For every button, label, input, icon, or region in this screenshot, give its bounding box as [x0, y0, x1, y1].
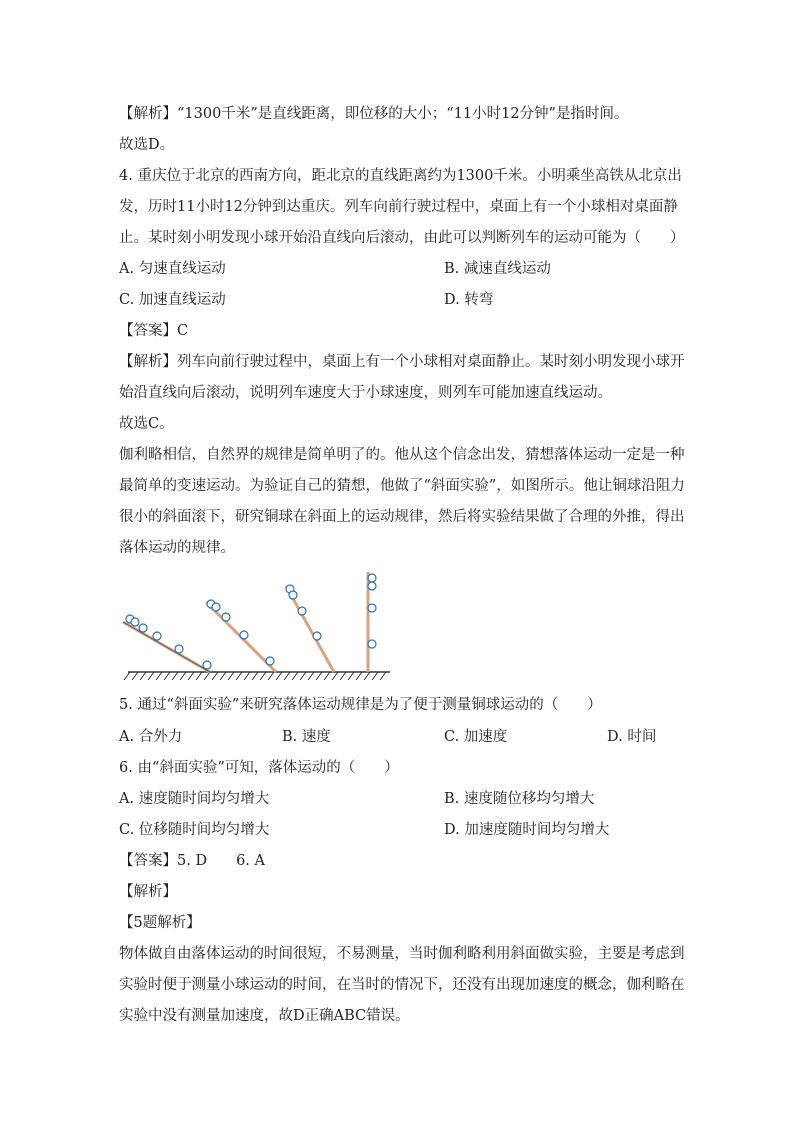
ball	[368, 604, 376, 612]
analysis-heading: 【解析】	[119, 884, 177, 900]
ramp-4	[368, 572, 376, 672]
analysis-line-q3	[119, 104, 628, 124]
q5-option-b: B. 速度	[282, 729, 331, 745]
inclined-plane-figure	[118, 568, 398, 684]
q6-option-d: D. 加速度随时间均匀增大	[444, 822, 610, 838]
ball	[175, 645, 183, 653]
q6-stem: 6. 由“斜面实验”可知，落体运动的（ ）	[119, 760, 399, 776]
ball	[139, 624, 147, 632]
q4-analysis-line2: 始沿直线向后滚动，说明列车速度大于小球速度，则列车可能加速直线运动。	[119, 385, 612, 401]
answer-tag: 【答案】	[119, 323, 177, 339]
q5-analysis-line1: 物体做自由落体运动的时间很短，不易测量，当时伽利略利用斜面做实验，主要是考虑到	[119, 946, 685, 962]
q4-choose-line: 故选C。	[119, 416, 174, 432]
q4-option-b: B. 减速直线运动	[444, 261, 551, 277]
ball	[131, 618, 139, 626]
q4-stem-line3: 止。某时刻小明发现小球开始沿直线向后滚动，由此可以判断列车的运动可能为（ ）	[119, 230, 685, 246]
q5-analysis-heading: 【5题解析】	[119, 915, 201, 931]
q5-stem: 5. 通过“斜面实验”来研究落体运动规律是为了便于测量铜球运动的（ ）	[119, 697, 602, 713]
q4-analysis-line1	[119, 352, 685, 372]
ramp-2	[206, 600, 276, 672]
ball	[203, 661, 211, 669]
ball	[222, 613, 230, 621]
ball	[153, 632, 161, 640]
q5-analysis-line2: 实验时便于测量小球运动的时间，在当时的情况下，还没有出现加速度的概念，伽利略在	[119, 977, 685, 993]
ground	[124, 672, 390, 680]
q6-option-c: C. 位移随时间均匀增大	[119, 822, 270, 838]
q4-option-d: D. 转弯	[444, 292, 494, 308]
q4-stem-line1: 4. 重庆位于北京的西南方向，距北京的直线距离约为1300千米。小明乘坐高铁从北京出	[119, 168, 682, 184]
answers-56: 5. D 6. A	[177, 853, 265, 869]
ball	[212, 603, 220, 611]
choose-line-q3: 故选D。	[119, 137, 175, 153]
q5-analysis-line3: 实验中没有测量加速度，故D正确ABC错误。	[119, 1008, 410, 1024]
passage-line2: 最简单的变速运动。为验证自己的猜想，他做了“斜面实验”，如图所示。他让铜球沿阻力	[119, 478, 685, 494]
q4-answer: C	[177, 323, 189, 339]
analysis-text: “1300千米”是直线距离，即位移的大小；“11小时12分钟”是指时间。	[177, 106, 629, 122]
passage-line4: 落体运动的规律。	[119, 540, 235, 556]
q6-option-b: B. 速度随位移均匀增大	[444, 791, 595, 807]
q4-analysis-text1: 列车向前行驶过程中，桌面上有一个小球相对桌面静止。某时刻小明发现小球开	[177, 354, 685, 370]
ramp-1	[123, 615, 211, 672]
ball	[368, 640, 376, 648]
analysis-tag: 【解析】	[119, 354, 177, 370]
ramp-3	[286, 585, 334, 672]
ball	[368, 574, 376, 582]
q4-option-c: C. 加速直线运动	[119, 292, 226, 308]
ball	[266, 657, 274, 665]
ball	[240, 631, 248, 639]
ball	[368, 582, 376, 590]
ball	[298, 607, 306, 615]
q6-option-a: A. 速度随时间均匀增大	[119, 791, 270, 807]
answers-56-line	[119, 851, 265, 871]
q5-option-a: A. 合外力	[119, 729, 183, 745]
q4-answer-line	[119, 321, 188, 341]
ball	[289, 591, 297, 599]
answer-tag: 【答案】	[119, 853, 177, 869]
passage-line1: 伽利略相信，自然界的规律是简单明了的。他从这个信念出发，猜想落体运动一定是一种	[119, 447, 685, 463]
analysis-tag: 【解析】	[119, 106, 177, 122]
ball	[313, 632, 321, 640]
q4-option-a: A. 匀速直线运动	[119, 261, 226, 277]
q5-option-d: D. 时间	[607, 729, 657, 745]
q4-stem-line2: 发，历时11小时12分钟到达重庆。列车向前行驶过程中，桌面上有一个小球相对桌面静	[119, 199, 678, 215]
q5-option-c: C. 加速度	[444, 729, 508, 745]
passage-line3: 很小的斜面滚下，研究铜球在斜面上的运动规律，然后将实验结果做了合理的外推，得出	[119, 509, 685, 525]
